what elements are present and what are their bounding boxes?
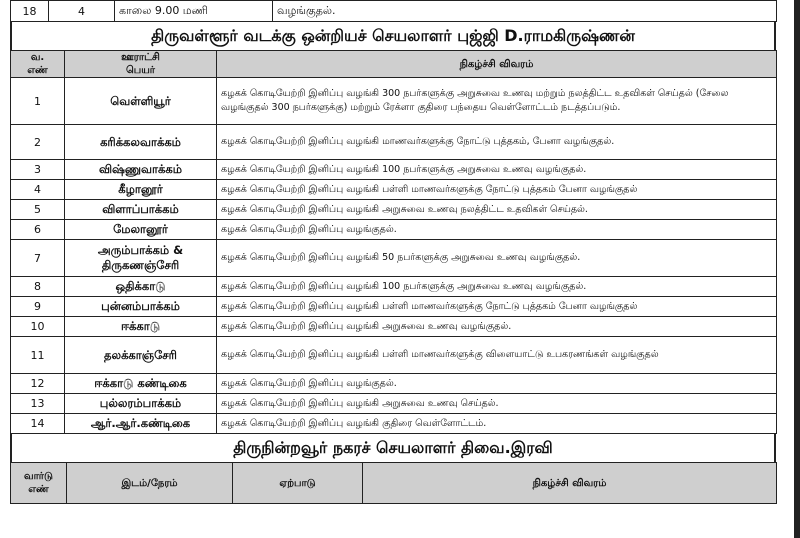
row-place: அரும்பாக்கம் & திருகணஞ்சேரி — [65, 240, 217, 277]
table-row — [11, 277, 777, 297]
row-place: தலக்காஞ்சேரி — [65, 337, 217, 374]
row-number: 5 — [11, 200, 65, 220]
document-page — [10, 0, 776, 504]
header-place-line2: பெயர் — [125, 65, 156, 76]
cell-number: 18 — [11, 1, 49, 22]
table-row — [11, 160, 777, 180]
row-place: ஆர்.ஆர்.கண்டிகை — [65, 414, 217, 434]
row-detail: கழகக் கொடியேற்றி இனிப்பு வழங்கி அறுசுவை உணவு வழங்குதல். — [217, 317, 777, 337]
header-ward-line2: எண் — [28, 484, 49, 495]
row-place: ஈக்காடு — [65, 317, 217, 337]
header-ward — [11, 463, 67, 504]
row-detail: கழகக் கொடியேற்றி இனிப்பு வழங்கி பள்ளி மாணவர்களுக்கு விளையாட்டு உபகரணங்கள் வழங்குதல் — [217, 337, 777, 374]
header-place — [65, 51, 217, 78]
header-number-line2: எண் — [27, 65, 48, 76]
row-place: கரிக்கலவாக்கம் — [65, 125, 217, 160]
row-detail: கழகக் கொடியேற்றி இனிப்பு வழங்கி 50 நபர்களுக்கு அறுசுவை உணவு வழங்குதல். — [217, 240, 777, 277]
cell-detail: வழங்குதல். — [273, 1, 777, 22]
cell-number: 4 — [49, 1, 115, 22]
row-detail: கழகக் கொடியேற்றி இனிப்பு வழங்குதல். — [217, 374, 777, 394]
row-place: புல்லரம்பாக்கம் — [65, 394, 217, 414]
table-row — [11, 220, 777, 240]
row-number: 8 — [11, 277, 65, 297]
table-row — [11, 125, 777, 160]
row-number: 13 — [11, 394, 65, 414]
header-detail: நிகழ்ச்சி விவரம் — [363, 463, 777, 504]
row-detail: கழகக் கொடியேற்றி இனிப்பு வழங்குதல். — [217, 220, 777, 240]
row-number: 2 — [11, 125, 65, 160]
table-row — [11, 297, 777, 317]
header-place-line1: ஊராட்சி — [121, 52, 160, 63]
row-number: 12 — [11, 374, 65, 394]
row-number: 7 — [11, 240, 65, 277]
header-number-line1: வ. — [30, 52, 45, 63]
table-row — [11, 317, 777, 337]
header-detail: நிகழ்ச்சி விவரம் — [217, 51, 777, 78]
row-number: 9 — [11, 297, 65, 317]
table-row — [11, 78, 777, 125]
header-arrangement: ஏற்பாடு — [233, 463, 363, 504]
section-title: திருவள்ளூர் வடக்கு ஒன்றியச் செயலாளர் புஜ்ஜி D.ராமகிருஷ்ணன் — [10, 22, 776, 50]
row-place: மேலானூர் — [65, 220, 217, 240]
header-ward-line1: வார்டு — [24, 471, 53, 482]
table-row — [11, 240, 777, 277]
table-row — [11, 414, 777, 434]
row-detail: கழகக் கொடியேற்றி இனிப்பு வழங்கி 100 நபர்களுக்கு அறுசுவை உணவு வழங்குதல். — [217, 160, 777, 180]
row-detail: கழகக் கொடியேற்றி இனிப்பு வழங்கி 300 நபர்களுக்கு அறுசுவை உணவு மற்றும் நலத்திட்ட உதவிகள் செய்தல் (சேலை வழங்குதல் 300 நபர்களுக்கு) மற்றும் ரேக்ளா குதிரை பந்தைய வெள்ளோட்டம் நடத்தப்படும். — [217, 78, 777, 125]
previous-table-fragment — [10, 0, 777, 22]
row-number: 10 — [11, 317, 65, 337]
row-place: வெள்ளியூர் — [65, 78, 217, 125]
row-place: விஷ்ணுவாக்கம் — [65, 160, 217, 180]
row-number: 3 — [11, 160, 65, 180]
row-detail: கழகக் கொடியேற்றி இனிப்பு வழங்கி அறுசுவை உணவு செய்தல். — [217, 394, 777, 414]
scan-edge — [794, 0, 800, 538]
row-detail: கழகக் கொடியேற்றி இனிப்பு வழங்கி குதிரை வெள்ளோட்டம். — [217, 414, 777, 434]
section-title: திருநின்றவூர் நகரச் செயலாளர் திவை.இரவி — [10, 434, 776, 462]
row-detail: கழகக் கொடியேற்றி இனிப்பு வழங்கி அறுசுவை உணவு நலத்திட்ட உதவிகள் செய்தல். — [217, 200, 777, 220]
row-detail: கழகக் கொடியேற்றி இனிப்பு வழங்கி பள்ளி மாணவர்களுக்கு நோட்டு புத்தகம் பேனா வழங்குதல் — [217, 180, 777, 200]
row-detail: கழகக் கொடியேற்றி இனிப்பு வழங்கி பள்ளி மாணவர்களுக்கு நோட்டு புத்தகம் பேனா வழங்குதல் — [217, 297, 777, 317]
event-table — [10, 50, 777, 434]
row-number: 4 — [11, 180, 65, 200]
header-place-time: இடம்/நேரம் — [67, 463, 233, 504]
cell-time: காலை 9.00 மணி — [115, 1, 273, 22]
table-header-row — [11, 463, 777, 504]
row-place: கீழானூர் — [65, 180, 217, 200]
table-row — [11, 394, 777, 414]
table-header-row — [11, 51, 777, 78]
row-place: ஈக்காடு கண்டிகை — [65, 374, 217, 394]
row-place: புன்னம்பாக்கம் — [65, 297, 217, 317]
table-row — [11, 374, 777, 394]
row-number: 1 — [11, 78, 65, 125]
header-number — [11, 51, 65, 78]
table-row — [11, 180, 777, 200]
row-detail: கழகக் கொடியேற்றி இனிப்பு வழங்கி மாணவர்களுக்கு நோட்டு புத்தகம், பேனா வழங்குதல். — [217, 125, 777, 160]
table-row — [11, 1, 777, 22]
row-number: 11 — [11, 337, 65, 374]
row-place: ஒதிக்காடு — [65, 277, 217, 297]
table-row — [11, 337, 777, 374]
row-number: 6 — [11, 220, 65, 240]
table-row — [11, 200, 777, 220]
row-detail: கழகக் கொடியேற்றி இனிப்பு வழங்கி 100 நபர்களுக்கு அறுசுவை உணவு வழங்குதல். — [217, 277, 777, 297]
row-place: விளாப்பாக்கம் — [65, 200, 217, 220]
ward-table — [10, 462, 777, 504]
row-number: 14 — [11, 414, 65, 434]
